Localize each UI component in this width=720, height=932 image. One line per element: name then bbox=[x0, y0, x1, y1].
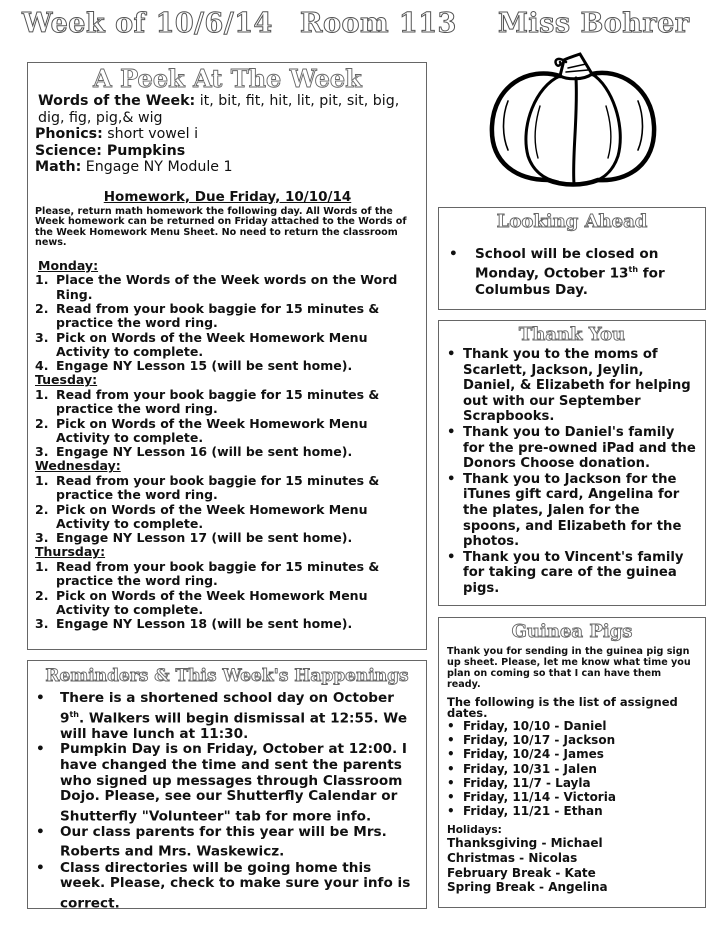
item-number: 1. bbox=[35, 272, 49, 288]
phonics-value: short vowel i bbox=[102, 126, 199, 142]
bullet-icon: • bbox=[447, 733, 455, 748]
schedule-item bbox=[447, 719, 697, 733]
reminder-text: There is a shortened school day on October 9 bbox=[60, 690, 394, 727]
homework-days bbox=[35, 259, 420, 632]
thank-you-title: Thank You bbox=[518, 324, 626, 345]
reminder-item bbox=[36, 742, 418, 825]
schedule-text: Friday, 11/14 - Victoria bbox=[463, 790, 616, 805]
holiday-item: Thanksgiving - Michael bbox=[447, 836, 603, 851]
looking-ahead-title: Looking Ahead bbox=[496, 211, 648, 232]
schedule-text: Friday, 10/24 - James bbox=[463, 747, 604, 762]
homework-title: Homework, Due Friday, 10/10/14 bbox=[103, 188, 352, 205]
pumpkin-illustration bbox=[488, 46, 658, 198]
homework-item bbox=[35, 503, 420, 532]
day-label: Tuesday: bbox=[35, 372, 98, 388]
homework-item bbox=[35, 445, 420, 459]
science-value: Pumpkins bbox=[101, 142, 186, 159]
homework-item bbox=[35, 589, 420, 618]
day-label: Monday: bbox=[38, 257, 99, 273]
math-line bbox=[35, 159, 420, 176]
reminder-item bbox=[36, 861, 418, 912]
item-text: Read from your book baggie for 15 minutes & practice the word ring. bbox=[56, 472, 380, 503]
schedule-item bbox=[447, 776, 697, 790]
bullet-icon: • bbox=[447, 347, 456, 362]
item-text: Pick on Words of the Week Homework Menu Activity to complete. bbox=[56, 501, 368, 531]
item-number: 3. bbox=[35, 616, 49, 632]
schedule-text: Friday, 11/7 - Layla bbox=[463, 775, 591, 790]
item-text: Read from your book baggie for 15 minutes & practice the word ring. bbox=[56, 300, 380, 331]
homework-item bbox=[35, 331, 420, 360]
schedule-item bbox=[447, 804, 697, 818]
schedule-text: Friday, 10/17 - Jackson bbox=[463, 733, 616, 748]
homework-item bbox=[35, 388, 420, 417]
bullet-icon: • bbox=[449, 246, 458, 262]
holiday-item: February Break - Kate bbox=[447, 865, 596, 880]
reminders-list bbox=[36, 691, 418, 912]
newsletter-header bbox=[0, 8, 720, 48]
guinea-pigs-title: Guinea Pigs bbox=[511, 621, 633, 642]
homework-item bbox=[35, 617, 420, 631]
homework-item bbox=[35, 531, 420, 545]
thank-you-item bbox=[447, 347, 697, 425]
room-title: Room 113 bbox=[300, 8, 457, 39]
day-label: Thursday: bbox=[35, 544, 106, 560]
homework-item bbox=[35, 560, 420, 589]
peek-at-the-week-section bbox=[27, 62, 427, 650]
item-text: Engage NY Lesson 17 (will be sent home). bbox=[56, 530, 353, 546]
bullet-icon: • bbox=[36, 823, 45, 840]
item-text: Engage NY Lesson 18 (will be sent home). bbox=[56, 616, 353, 632]
item-number: 1. bbox=[35, 386, 49, 402]
holidays-list bbox=[447, 836, 697, 894]
guinea-pig-schedule bbox=[447, 719, 697, 818]
item-number: 2. bbox=[35, 415, 49, 431]
guinea-pigs-section bbox=[438, 617, 706, 908]
homework-item bbox=[35, 417, 420, 446]
teacher-title: Miss Bohrer bbox=[498, 8, 690, 39]
bullet-icon: • bbox=[447, 790, 455, 805]
bullet-icon: • bbox=[36, 741, 45, 758]
reminders-section bbox=[27, 660, 427, 912]
science-label: Science: bbox=[35, 142, 102, 159]
holiday-item: Spring Break - Angelina bbox=[447, 880, 608, 895]
reminder-item bbox=[36, 825, 418, 861]
bullet-icon: • bbox=[36, 859, 45, 876]
math-value: Engage NY Module 1 bbox=[81, 159, 233, 175]
ordinal-suffix: th bbox=[628, 265, 639, 274]
item-text: Read from your book baggie for 15 minutes & practice the word ring. bbox=[56, 386, 380, 417]
bullet-icon: • bbox=[447, 775, 455, 790]
item-text: Place the Words of the Week words on the Word Ring. bbox=[56, 272, 398, 302]
reminder-text: Pumpkin Day is on Friday, October at 12:00. I have changed the time and sent the parents who signed up messages through Classroom Dojo. Please, see our Shutterfly Calendar or Shutterfly "Volunteer" tab for more info. bbox=[60, 741, 407, 825]
thank-you-text: Thank you to Vincent's family for taking care of the guinea pigs. bbox=[463, 549, 684, 596]
looking-ahead-text: School will be closed on Monday, October 13 bbox=[475, 246, 659, 282]
bullet-icon: • bbox=[447, 471, 456, 487]
holiday-item: Christmas - Nicolas bbox=[447, 851, 578, 866]
schedule-text: Friday, 11/21 - Ethan bbox=[463, 804, 603, 819]
bullet-icon: • bbox=[36, 690, 45, 706]
item-number: 2. bbox=[35, 300, 49, 316]
item-number: 2. bbox=[35, 587, 49, 603]
homework-item bbox=[35, 273, 420, 302]
looking-ahead-text-end: for Columbus Day. bbox=[475, 265, 665, 298]
item-text: Pick on Words of the Week Homework Menu Activity to complete. bbox=[56, 587, 368, 617]
guinea-pigs-intro: Thank you for sending in the guinea pig sign up sheet. Please, let me know what time you plan on coming so that I can have them ready. bbox=[447, 646, 691, 690]
bullet-icon: • bbox=[447, 747, 455, 762]
schedule-text: Friday, 10/10 - Daniel bbox=[463, 719, 607, 733]
words-value: it, bit, fit, hit, lit, pit, sit, big, dig, fig, pig,& wig bbox=[38, 93, 400, 126]
reminder-text: Class directories will be going home this week. Please, check to make sure your info is correct. bbox=[60, 859, 411, 912]
homework-item bbox=[35, 302, 420, 331]
thank-you-section bbox=[438, 320, 706, 606]
item-number: 1. bbox=[35, 472, 49, 488]
homework-list bbox=[35, 560, 420, 631]
homework-list bbox=[35, 388, 420, 459]
day-label: Wednesday: bbox=[35, 458, 121, 474]
item-number: 3. bbox=[35, 530, 49, 546]
ordinal-suffix: th bbox=[69, 709, 79, 719]
bullet-icon: • bbox=[447, 761, 455, 776]
words-of-the-week bbox=[35, 93, 420, 126]
week-title: Week of 10/6/14 bbox=[22, 8, 273, 39]
thank-you-item bbox=[447, 550, 697, 597]
bullet-icon: • bbox=[447, 804, 455, 819]
schedule-item bbox=[447, 747, 697, 761]
item-number: 2. bbox=[35, 501, 49, 517]
science-line bbox=[35, 143, 420, 160]
homework-item bbox=[35, 474, 420, 503]
reminder-item bbox=[36, 691, 418, 742]
reminders-title: Reminders & This Week's Happenings bbox=[45, 666, 409, 686]
guinea-pigs-list-intro: The following is the list of assigned dates. bbox=[447, 695, 678, 720]
homework-item bbox=[35, 359, 420, 373]
math-label: Math: bbox=[35, 159, 82, 175]
schedule-item bbox=[447, 733, 697, 747]
item-number: 1. bbox=[35, 558, 49, 574]
looking-ahead-item bbox=[449, 246, 695, 298]
phonics-line bbox=[35, 126, 420, 143]
thank-you-text: Thank you to Jackson for the iTunes gift card, Angelina for the plates, Jalen for the spoons, and Elizabeth for the photos. bbox=[463, 471, 682, 550]
schedule-item bbox=[447, 790, 697, 804]
bullet-icon: • bbox=[447, 719, 455, 733]
homework-list bbox=[35, 474, 420, 545]
words-label: Words of the Week: bbox=[38, 93, 196, 109]
item-text: Engage NY Lesson 16 (will be sent home). bbox=[56, 444, 353, 460]
reminder-text-end: . Walkers will begin dismissal at 12:55. We will have lunch at 11:30. bbox=[60, 710, 408, 742]
item-number: 3. bbox=[35, 329, 49, 345]
bullet-icon: • bbox=[447, 549, 456, 565]
thank-you-item bbox=[447, 425, 697, 472]
item-number: 4. bbox=[35, 358, 49, 374]
bullet-icon: • bbox=[447, 424, 456, 440]
schedule-text: Friday, 10/31 - Jalen bbox=[463, 761, 597, 776]
item-text: Engage NY Lesson 15 (will be sent home). bbox=[56, 358, 353, 374]
schedule-item bbox=[447, 762, 697, 776]
phonics-label: Phonics: bbox=[35, 126, 103, 142]
item-text: Pick on Words of the Week Homework Menu Activity to complete. bbox=[56, 415, 368, 445]
pumpkin-icon bbox=[488, 46, 658, 198]
thank-you-item bbox=[447, 472, 697, 550]
item-text: Pick on Words of the Week Homework Menu Activity to complete. bbox=[56, 329, 368, 359]
looking-ahead-section bbox=[438, 207, 706, 310]
homework-list bbox=[35, 273, 420, 373]
item-text: Read from your book baggie for 15 minutes & practice the word ring. bbox=[56, 558, 380, 589]
homework-note: Please, return math homework the following day. All Words of the Week homework can be returned on Friday attached to the Words of the Week Homework Menu Sheet. No need to return the classroom news. bbox=[35, 205, 407, 249]
reminder-text: Our class parents for this year will be Mrs. Roberts and Mrs. Waskewicz. bbox=[60, 823, 387, 860]
thank-you-list bbox=[447, 347, 697, 597]
peek-title: A Peek At The Week bbox=[93, 64, 362, 93]
holidays-label: Holidays: bbox=[447, 824, 502, 837]
thank-you-text: Thank you to Daniel's family for the pre-owned iPad and the Donors Choose donation. bbox=[463, 424, 696, 472]
item-number: 3. bbox=[35, 444, 49, 460]
thank-you-text: Thank you to the moms of Scarlett, Jackson, Jeylin, Daniel, & Elizabeth for helping out with our September Scrapbooks. bbox=[463, 347, 691, 425]
